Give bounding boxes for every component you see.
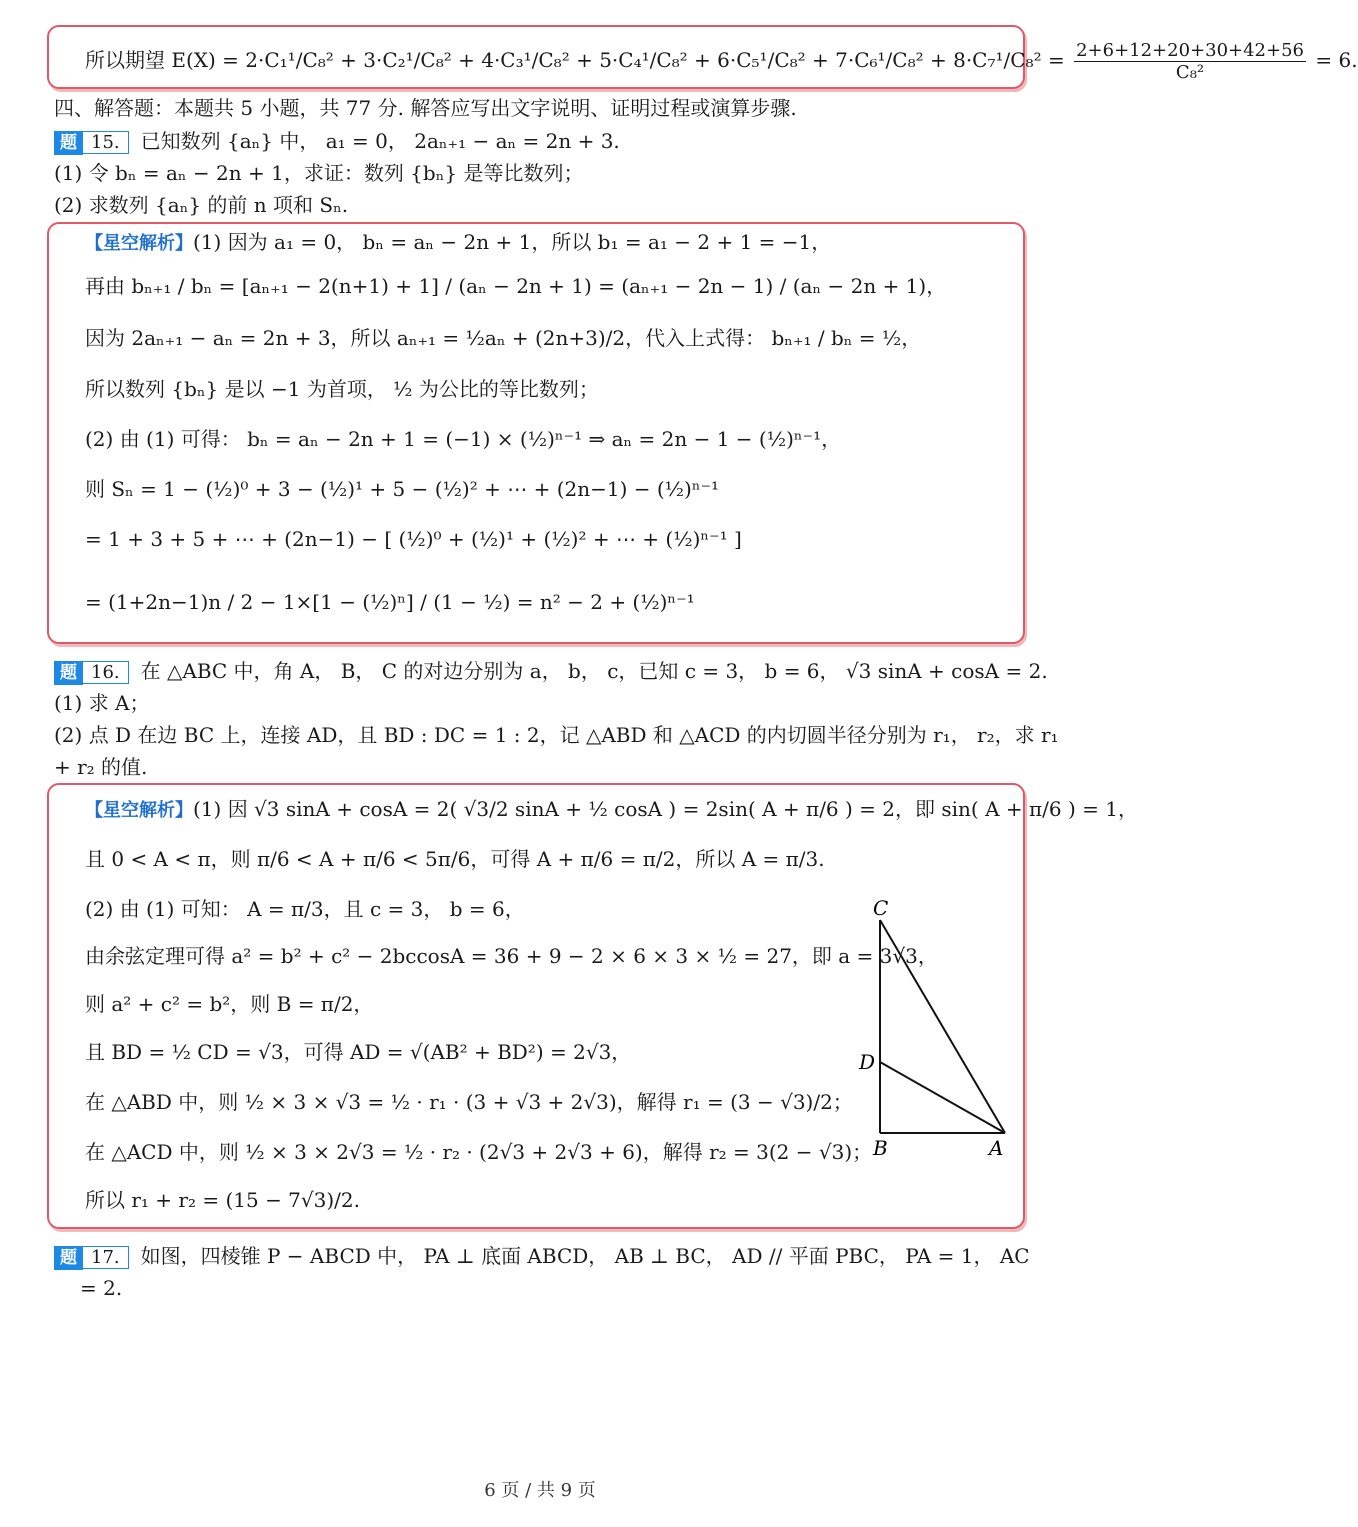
- solution-16-line-3: (2) 由 (1) 可知： A = π/3，且 c = 3， b = 6，: [85, 897, 525, 921]
- solution-15-line-7: = 1 + 3 + 5 + ⋯ + (2n−1) − [ (½)⁰ + (½)¹ + (½)² + ⋯ + (½)ⁿ⁻¹ ]: [85, 527, 742, 551]
- expectation-prefix: 所以期望 E(X) =: [85, 48, 239, 72]
- question-16-text: 在 △ABC 中，角 A， B， C 的对边分别为 a， b， c，已知 c = 3， b = 6， √3 sinA + cosA = 2.: [140, 659, 1048, 683]
- segment-da: [880, 1062, 1005, 1133]
- solution-16-line-1: [85, 795, 1138, 825]
- solution-15-line-6: 则 Sₙ = 1 − (½)⁰ + 3 − (½)¹ + 5 − (½)² + ⋯ + (2n−1) − (½)ⁿ⁻¹: [85, 477, 720, 501]
- question-tag: 题: [54, 1246, 83, 1270]
- question-15-part1: (1) 令 bₙ = aₙ − 2n + 1，求证：数列 {bₙ} 是等比数列；: [54, 161, 584, 185]
- label-a: A: [989, 1136, 1004, 1160]
- question-17-text: 如图，四棱锥 P − ABCD 中， PA ⊥ 底面 ABCD， AB ⊥ BC， AD // 平面 PBC， PA = 1， AC: [140, 1244, 1030, 1268]
- solution-15-line-4: 所以数列 {bₙ} 是以 −1 为首项， ½ 为公比的等比数列；: [85, 377, 599, 401]
- solution-16-text-1: (1) 因 √3 sinA + cosA = 2( √3/2 sinA + ½ cosA ) = 2sin( A + π/6 ) = 2，即 sin( A + π/6 ) = 1，: [193, 797, 1138, 821]
- expectation-expr: 2·C₁¹/C₈² + 3·C₂¹/C₈² + 4·C₃¹/C₈² + 5·C₄¹/C₈² + 6·C₅¹/C₈² + 7·C₆¹/C₈² + 8·C₇¹/C₈² =: [245, 48, 1065, 72]
- solution-label: 【星空解析】: [85, 800, 193, 821]
- edge-ca: [880, 920, 1005, 1133]
- label-d: D: [859, 1050, 876, 1074]
- expectation-line: [85, 40, 1358, 83]
- question-16-stem: [54, 657, 1048, 685]
- solution-15-line-2: 再由 bₙ₊₁ / bₙ = [aₙ₊₁ − 2(n+1) + 1] / (aₙ − 2n + 1) = (aₙ₊₁ − 2n − 1) / (aₙ − 2n + 1)，: [85, 274, 947, 298]
- question-17-stem: [54, 1242, 1030, 1270]
- section-heading: 四、解答题：本题共 5 小题，共 77 分. 解答应写出文字说明、证明过程或演算步骤.: [54, 96, 797, 120]
- sum-numerator: 2+6+12+20+30+42+56: [1076, 40, 1304, 61]
- page-footer: 6 页 / 共 9 页: [484, 1480, 596, 1501]
- label-b: B: [873, 1136, 888, 1160]
- solution-15-line-5: (2) 由 (1) 可得： bₙ = aₙ − 2n + 1 = (−1) × (½)ⁿ⁻¹ ⇒ aₙ = 2n − 1 − (½)ⁿ⁻¹，: [85, 427, 842, 451]
- question-17-stem-cont: = 2.: [80, 1276, 123, 1300]
- question-number: 15.: [83, 131, 129, 154]
- solution-15-text-1: (1) 因为 a₁ = 0， bₙ = aₙ − 2n + 1，所以 b₁ = a₁ − 2 + 1 = −1，: [193, 230, 832, 254]
- solution-label: 【星空解析】: [85, 233, 193, 254]
- solution-16-line-4: 由余弦定理可得 a² = b² + c² − 2bccosA = 36 + 9 − 2 × 6 × 3 × ½ = 27，即 a = 3√3，: [85, 944, 938, 968]
- question-tag: 题: [54, 131, 83, 155]
- solution-16-line-7: 在 △ABD 中，则 ½ × 3 × √3 = ½ · r₁ · (3 + √3 + 2√3)，解得 r₁ = (3 − √3)/2；: [85, 1090, 853, 1114]
- sum-denominator: C₈²: [1175, 62, 1205, 83]
- label-c: C: [873, 896, 889, 920]
- question-tag: 题: [54, 661, 83, 685]
- question-15-text: 已知数列 {aₙ} 中， a₁ = 0， 2aₙ₊₁ − aₙ = 2n + 3.: [140, 129, 620, 153]
- question-number: 17.: [83, 1246, 129, 1269]
- solution-15-line-8: = (1+2n−1)n / 2 − 1×[1 − (½)ⁿ] / (1 − ½) = n² − 2 + (½)ⁿ⁻¹: [85, 590, 695, 614]
- triangle-figure: [855, 895, 1020, 1165]
- solution-16-line-2: 且 0 < A < π，则 π/6 < A + π/6 < 5π/6，可得 A + π/6 = π/2，所以 A = π/3.: [85, 847, 825, 871]
- solution-15-line-1: [85, 228, 831, 258]
- solution-16-line-5: 则 a² + c² = b²，则 B = π/2，: [85, 992, 374, 1016]
- solution-16-line-8: 在 △ACD 中，则 ½ × 3 × 2√3 = ½ · r₂ · (2√3 + 2√3 + 6)，解得 r₂ = 3(2 − √3)；: [85, 1140, 873, 1164]
- solution-16-line-6: 且 BD = ½ CD = √3，可得 AD = √(AB² + BD²) = 2√3，: [85, 1040, 632, 1064]
- question-number: 16.: [83, 661, 129, 684]
- question-16-part1: (1) 求 A；: [54, 691, 150, 715]
- question-15-part2: (2) 求数列 {aₙ} 的前 n 项和 Sₙ.: [54, 193, 349, 217]
- solution-16-line-9: 所以 r₁ + r₂ = (15 − 7√3)/2.: [85, 1188, 360, 1212]
- question-15-stem: [54, 127, 620, 155]
- question-16-part2b: + r₂ 的值.: [54, 755, 148, 779]
- expectation-result: = 6.: [1315, 48, 1358, 72]
- question-16-part2a: (2) 点 D 在边 BC 上，连接 AD，且 BD : DC = 1 : 2，记 △ABD 和 △ACD 的内切圆半径分别为 r₁， r₂，求 r₁: [54, 723, 1059, 747]
- solution-15-line-3: 因为 2aₙ₊₁ − aₙ = 2n + 3，所以 aₙ₊₁ = ½aₙ + (2n+3)/2，代入上式得： bₙ₊₁ / bₙ = ½，: [85, 326, 922, 350]
- expectation-sum-fraction: [1074, 40, 1306, 83]
